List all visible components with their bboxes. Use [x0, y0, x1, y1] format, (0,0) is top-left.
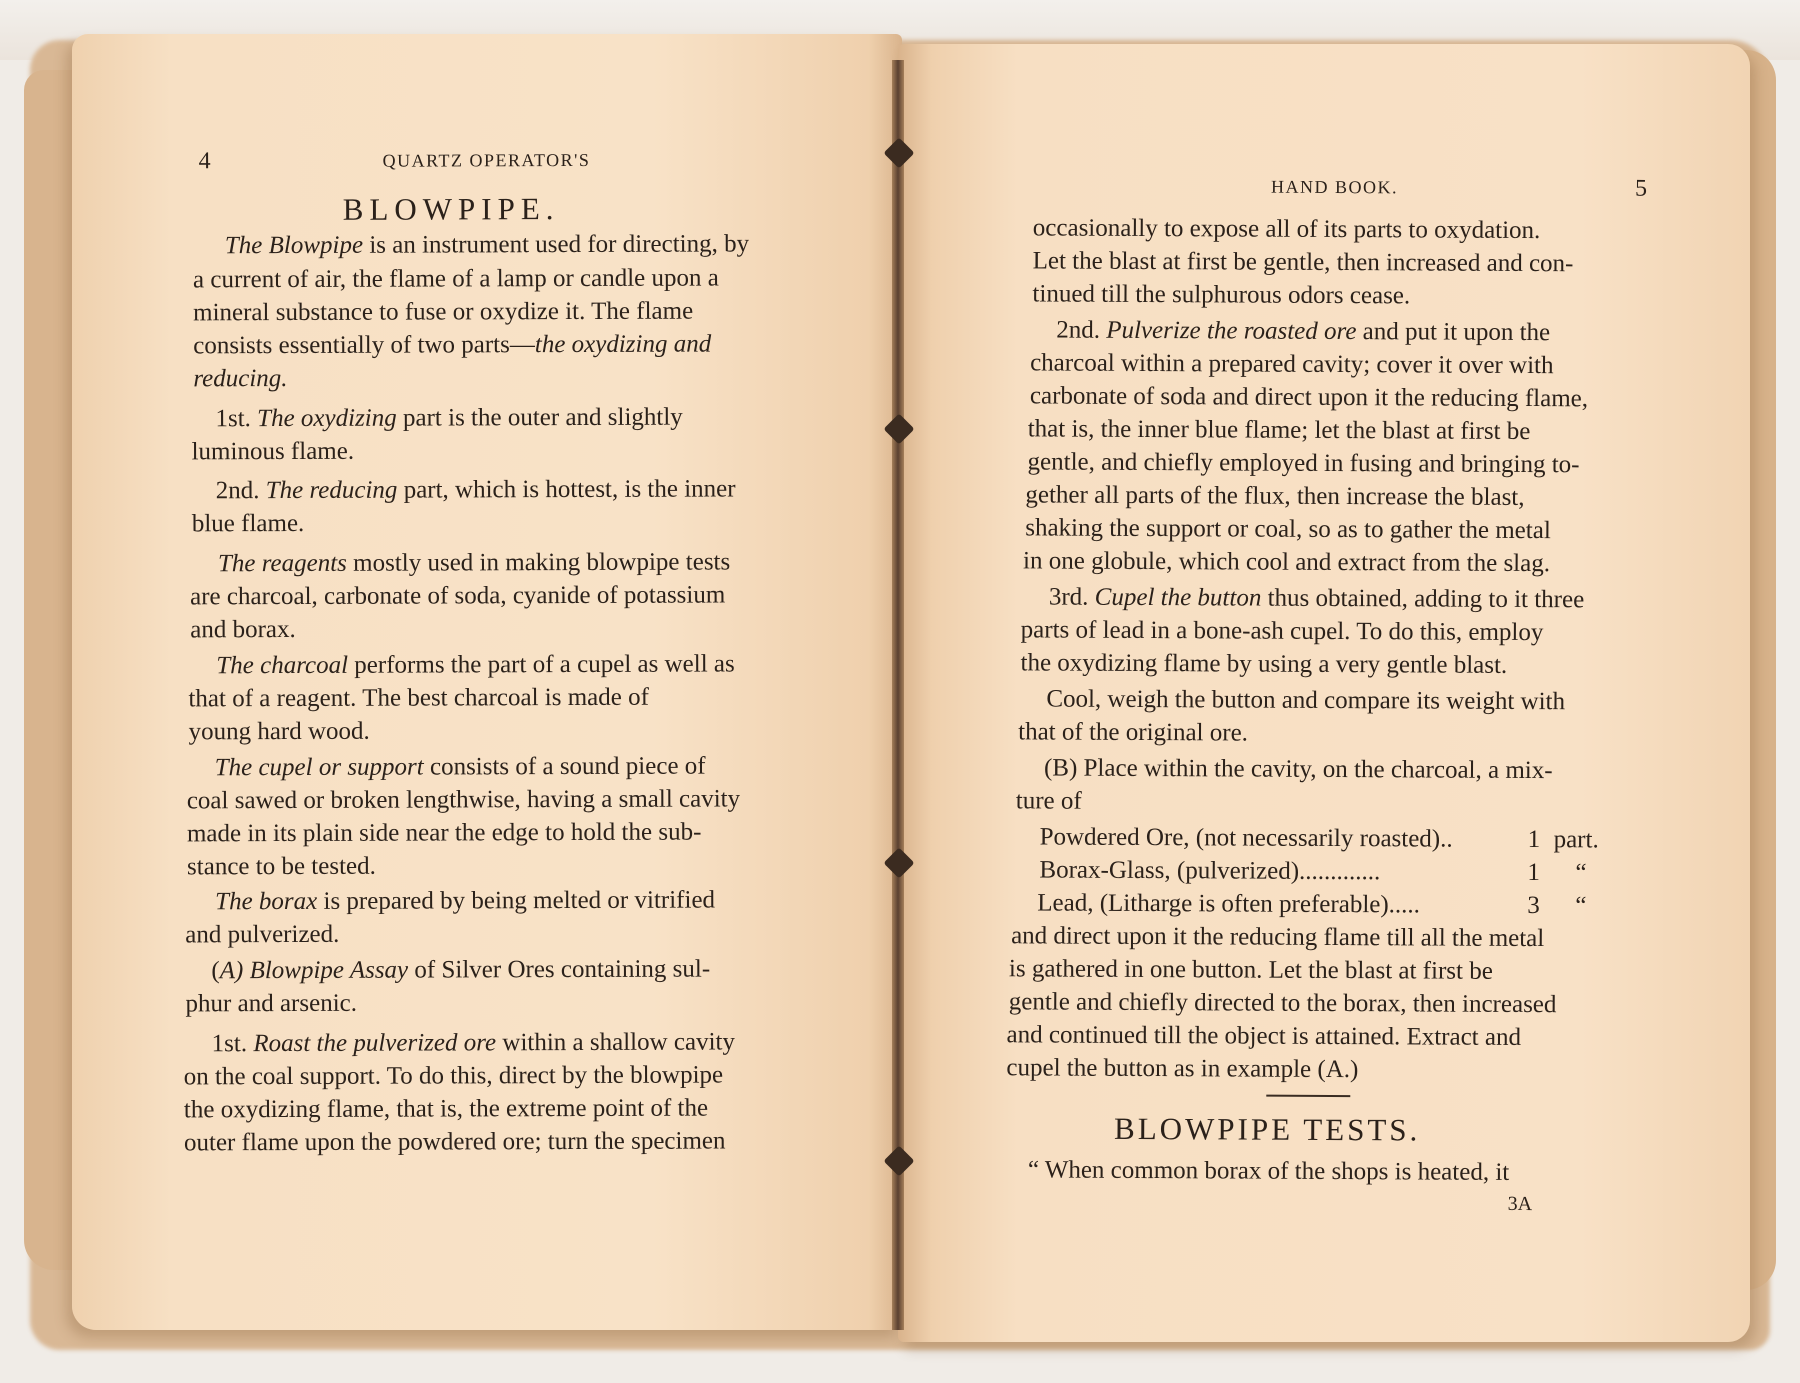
text-line: parts of lead in a bone-ash cupel. To do this, employ — [1020, 616, 1544, 647]
text-line: 2nd. The reducing part, which is hottest, is the inner — [215, 475, 736, 505]
text-line: (A) Blowpipe Assay of Silver Ores containing sul- — [211, 955, 711, 985]
text-line: occasionally to expose all of its parts to oxydation. — [1032, 214, 1541, 245]
text-line: gentle, and chiefly employed in fusing and bringing to- — [1027, 448, 1580, 479]
text-line: mineral substance to fuse or oxydize it. The flame — [193, 297, 694, 327]
text-line: 1st. The oxydizing part is the outer and slightly — [215, 403, 683, 433]
page-heading: BLOWPIPE. — [342, 191, 560, 227]
text-line: Cool, weigh the button and compare its weight with — [1046, 685, 1566, 716]
mixture-item: Borax-Glass, (pulverized)............. — [1039, 856, 1381, 886]
text-line: the oxydizing flame by using a very gentle blast. — [1020, 649, 1508, 679]
mixture-item: Lead, (Litharge is often preferable)..... — [1037, 889, 1421, 919]
text-line: outer flame upon the powdered ore; turn the specimen — [183, 1127, 726, 1157]
text-line: carbonate of soda and direct upon it the reducing flame, — [1029, 382, 1589, 413]
section-heading: BLOWPIPE TESTS. — [1114, 1110, 1421, 1148]
mixture-unit: “ — [1575, 892, 1587, 920]
text-line: (B) Place within the cavity, on the charcoal, a mix- — [1043, 754, 1553, 785]
running-head-right: HAND BOOK. — [1270, 176, 1399, 198]
text-line: cupel the button as in example (A.) — [1006, 1054, 1359, 1084]
mixture-qty: 3 — [1527, 892, 1540, 920]
page-number-right: 5 — [1634, 175, 1648, 202]
page-number-left: 4 — [198, 148, 211, 175]
text-line: and borax. — [190, 615, 296, 644]
text-line: the oxydizing flame, that is, the extreme point of the — [183, 1094, 709, 1124]
text-line: “ When common borax of the shops is heated, it — [1027, 1156, 1510, 1186]
text-line: 1st. Roast the pulverized ore within a shallow cavity — [211, 1028, 736, 1058]
text-line: Let the blast at first be gentle, then increased and con- — [1032, 247, 1574, 278]
text-line: is gathered in one button. Let the blast at first be — [1008, 955, 1493, 985]
text-line: that of the original ore. — [1018, 718, 1249, 747]
book-gutter — [892, 60, 904, 1330]
signature-mark: 3A — [1507, 1192, 1533, 1216]
text-line: that is, the inner blue flame; let the blast at first be — [1027, 415, 1531, 446]
text-line: a current of air, the flame of a lamp or candle upon a — [192, 264, 719, 294]
text-line: phur and arsenic. — [185, 989, 358, 1018]
text-line: The cupel or support consists of a sound piece of — [214, 752, 706, 782]
text-line: and direct upon it the reducing flame till all the metal — [1011, 922, 1545, 953]
text-line: consists essentially of two parts—the oxydizing and — [193, 330, 712, 360]
text-line: shaking the support or coal, so as to gather the metal — [1025, 514, 1551, 545]
text-line: tinued till the sulphurous odors cease. — [1032, 280, 1411, 310]
text-line: 3rd. Cupel the button thus obtained, adding to it three — [1048, 583, 1585, 614]
text-line: blue flame. — [191, 509, 305, 538]
text-line: stance to be tested. — [186, 852, 376, 881]
text-line: The Blowpipe is an instrument used for directing, by — [224, 230, 750, 260]
text-line: young hard wood. — [188, 717, 370, 746]
text-line: 2nd. Pulverize the roasted ore and put it upon the — [1056, 316, 1551, 347]
mixture-qty: 1 — [1527, 826, 1541, 854]
text-line: on the coal support. To do this, direct by the blowpipe — [183, 1061, 724, 1091]
text-line: gether all parts of the flux, then increase the blast, — [1025, 481, 1525, 511]
text-line: are charcoal, carbonate of soda, cyanide of potassium — [190, 581, 726, 611]
text-line: made in its plain side near the edge to hold the sub- — [186, 818, 702, 848]
text-line: gentle and chiefly directed to the borax, then increased — [1008, 988, 1557, 1019]
text-line: luminous flame. — [191, 437, 355, 466]
text-line: charcoal within a prepared cavity; cover it over with — [1030, 349, 1554, 380]
mixture-qty: 1 — [1527, 859, 1541, 887]
text-line: and pulverized. — [185, 920, 340, 949]
text-line: that of a reagent. The best charcoal is made of — [188, 683, 649, 713]
running-head-left: QUARTZ OPERATOR'S — [382, 149, 591, 171]
text-line: The reagents mostly used in making blowpipe tests — [217, 548, 731, 578]
text-line: in one globule, which cool and extract from the slag. — [1023, 547, 1551, 578]
text-line: coal sawed or broken lengthwise, having a small cavity — [186, 785, 741, 815]
mixture-item: Powdered Ore, (not necessarily roasted).. — [1039, 823, 1453, 853]
text-line: The charcoal performs the part of a cupel as well as — [216, 650, 735, 680]
text-line: reducing. — [193, 364, 288, 393]
mixture-unit: “ — [1575, 859, 1587, 887]
text-line: and continued till the object is attained. Extract and — [1006, 1021, 1522, 1051]
mixture-unit: part. — [1553, 826, 1599, 854]
text-line: The borax is prepared by being melted or vitrified — [215, 886, 716, 916]
text-line: ture of — [1015, 787, 1082, 815]
